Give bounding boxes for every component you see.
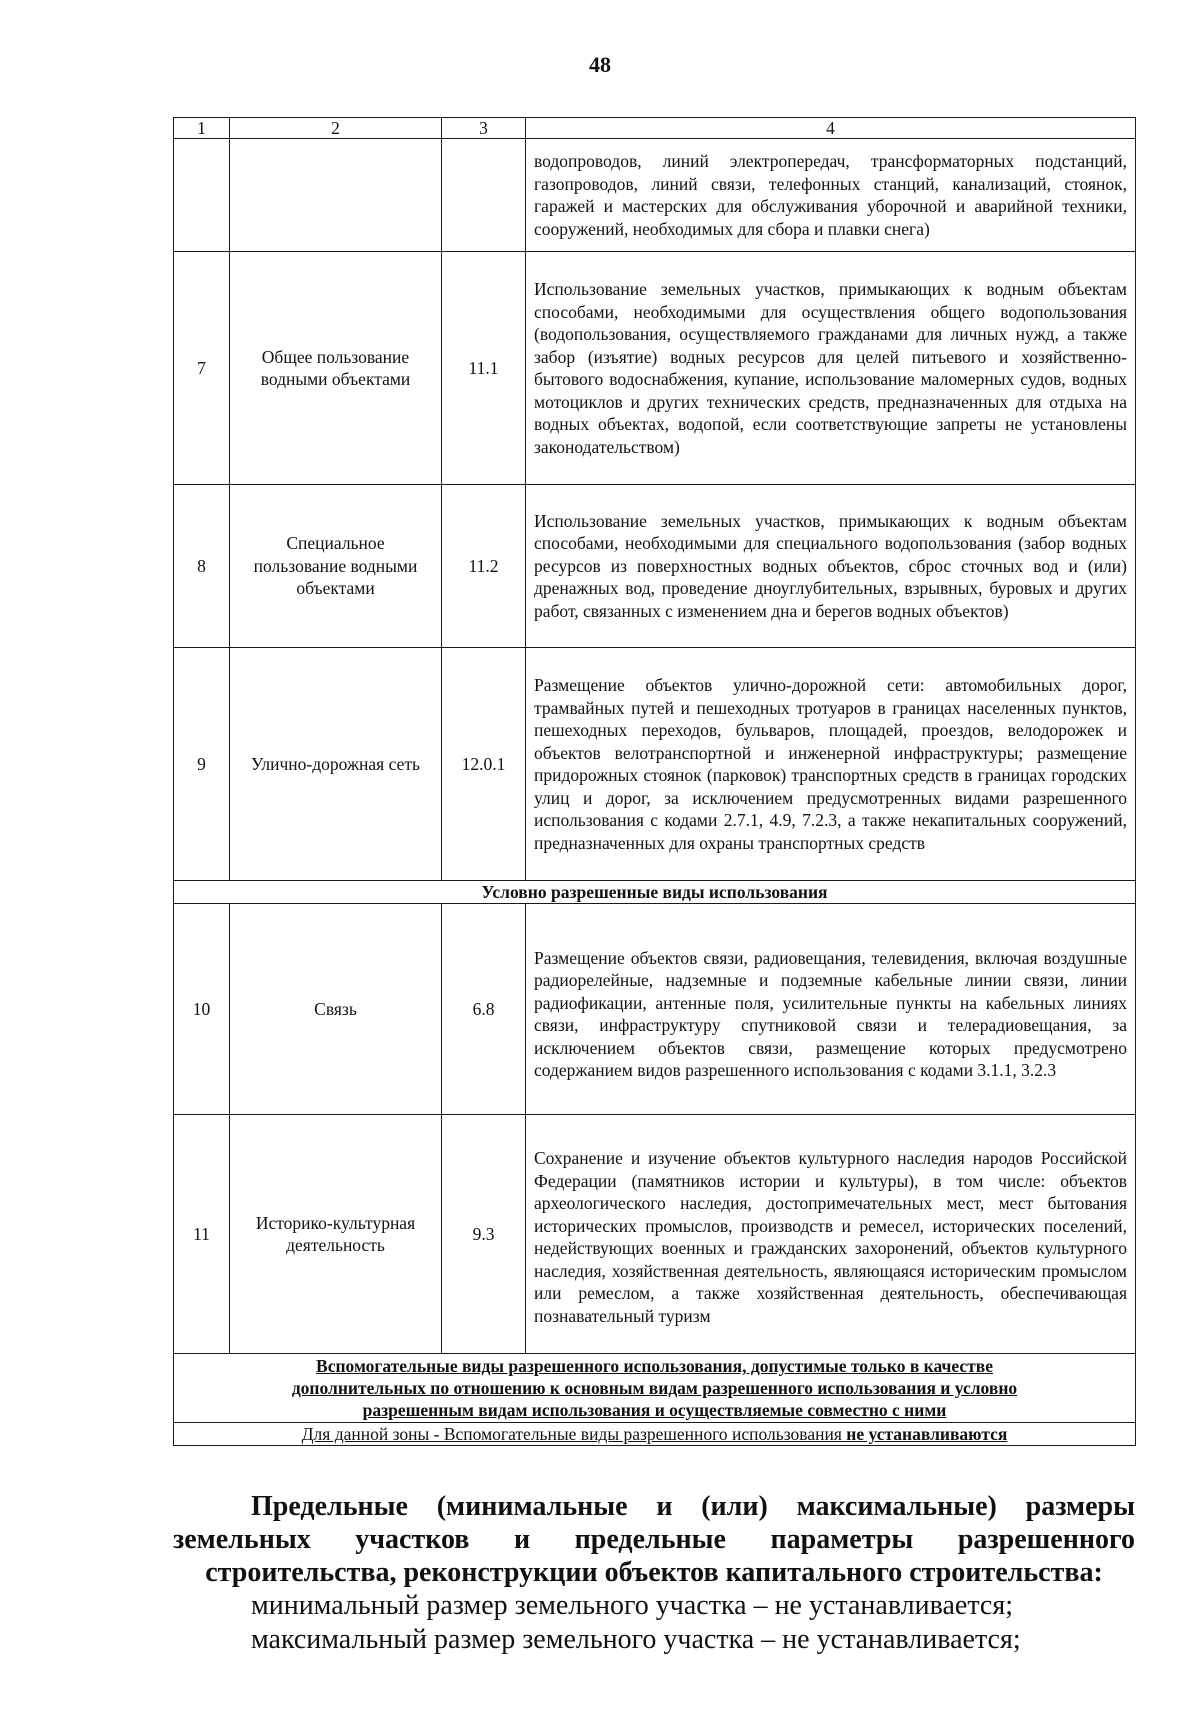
section-title: Условно разрешенные виды использования [174,881,1136,904]
row-code: 9.3 [442,1115,526,1354]
table-header-row [174,118,1136,139]
row-number: 10 [174,904,230,1115]
table-row [174,904,1136,1115]
table-row [174,1115,1136,1354]
auxiliary-title-line-2: дополнительных по отношению к основным видам разрешенного использования и условно [291,1378,1018,1398]
header-col-4: 4 [526,118,1136,139]
auxiliary-title-line-1: Вспомогательные виды разрешенного использования, допустимые только в качестве [316,1356,993,1376]
row-number [174,139,230,252]
row-number: 7 [174,252,230,485]
footer-note-prefix: Для данной зоны - Вспомогательные виды разрешенного использования [301,1424,842,1444]
row-name: Улично-дорожная сеть [230,648,442,881]
max-size-line: максимальный размер земельного участка – не устанавливается; [251,1624,1021,1655]
table-row [174,252,1136,485]
auxiliary-title [174,1354,1136,1423]
row-number: 11 [174,1115,230,1354]
row-code: 11.1 [442,252,526,485]
row-description: Сохранение и изучение объектов культурного наследия народов Российской Федерации (памятников истории и культуры), в том числе: объектов археологического наследия, достопримечательных мест, мест бытования исторических промыслов, производств и ремесел, исторических поселений, недействующих военных и гражданских захоронений, объектов культурного наследия, хозяйственная деятельность, являющаяся историческим промыслом или ремеслом, а также хозяйственная деятельность, обеспечивающая познавательный туризм [526,1115,1136,1354]
row-code: 12.0.1 [442,648,526,881]
header-col-1: 1 [174,118,230,139]
row-code [442,139,526,252]
row-description: Размещение объектов связи, радиовещания, телевидения, включая воздушные радиорелейные, надземные и подземные кабельные линии связи, линии радиофикации, антенные поля, усилительные пункты на кабельных линиях связи, инфраструктуру спутниковой связи и телерадиовещания, за исключением объектов связи, размещение которых предусмотрено содержанием видов разрешенного использования с кодами 3.1.1, 3.2.3 [526,904,1136,1115]
row-name: Связь [230,904,442,1115]
table-row [174,485,1136,648]
footer-note-bold: не устанавливаются [846,1424,1008,1444]
row-name [230,139,442,252]
row-description: Использование земельных участков, примыкающих к водным объектам способами, необходимыми для осуществления общего водопользования (водопользования, осуществляемого гражданами для личных нужд, а также забор (изъятие) водных ресурсов для целей питьевого и хозяйственно-бытового водоснабжения, купание, использование маломерных судов, водных мотоциклов и других технических средств, предназначенных для отдыха на водных объектах, водопой, если соответствующие запреты не установлены законодательством) [526,252,1136,485]
row-name: Специальное пользование водными объектами [230,485,442,648]
row-description: водопроводов, линий электропередач, трансформаторных подстанций, газопроводов, линий связи, телефонных станций, канализаций, стоянок, гаражей и мастерских для обслуживания уборочной и аварийной техники, сооружений, необходимых для сбора и плавки снега) [526,139,1136,252]
row-code: 11.2 [442,485,526,648]
row-number: 9 [174,648,230,881]
auxiliary-title-line-3: разрешенным видам использования и осуществляемые совместно с ними [362,1400,947,1420]
row-name: Общее пользование водными объектами [230,252,442,485]
row-description: Размещение объектов улично-дорожной сети: автомобильных дорог, трамвайных путей и пешеходных тротуаров в границах населенных пунктов, пешеходных переходов, бульваров, площадей, проездов, велодорожек и объектов велотранспортной и инженерной инфраструктуры; размещение придорожных стоянок (парковок) транспортных средств в границах городских улиц и дорог, за исключением предусмотренных видами разрешенного использования с кодами 2.7.1, 4.9, 7.2.3, а также некапитальных сооружений, предназначенных для охраны транспортных средств [526,648,1136,881]
parameters-heading: Предельные (минимальные и (или) максимальные) размеры земельных участков и предельные параметры разрешенного [173,1491,1135,1555]
row-name: Историко-культурная деятельность [230,1115,442,1354]
table-row-continuation [174,139,1136,252]
page-number: 48 [589,52,611,77]
land-use-table [173,117,1136,1446]
header-col-3: 3 [442,118,526,139]
table-footer-row [174,1423,1136,1446]
parameters-heading-end: строительства, реконструкции объектов капитального строительства: [205,1557,1103,1588]
row-description: Использование земельных участков, примыкающих к водным объектам способами, необходимыми для специального водопользования (забор водных ресурсов из поверхностных водных объектов, сброс сточных вод и (или) дренажных вод, проведение дноуглубительных, взрывных, буровых и других работ, связанных с изменением дна и берегов водных объектов) [526,485,1136,648]
section-header-conditional [174,881,1136,904]
min-size-line: минимальный размер земельного участка – не устанавливается; [251,1590,1014,1621]
row-code: 6.8 [442,904,526,1115]
parameters-section [173,1490,1135,1657]
table-row [174,648,1136,881]
header-col-2: 2 [230,118,442,139]
footer-note [174,1423,1136,1446]
row-number: 8 [174,485,230,648]
section-header-auxiliary [174,1354,1136,1423]
